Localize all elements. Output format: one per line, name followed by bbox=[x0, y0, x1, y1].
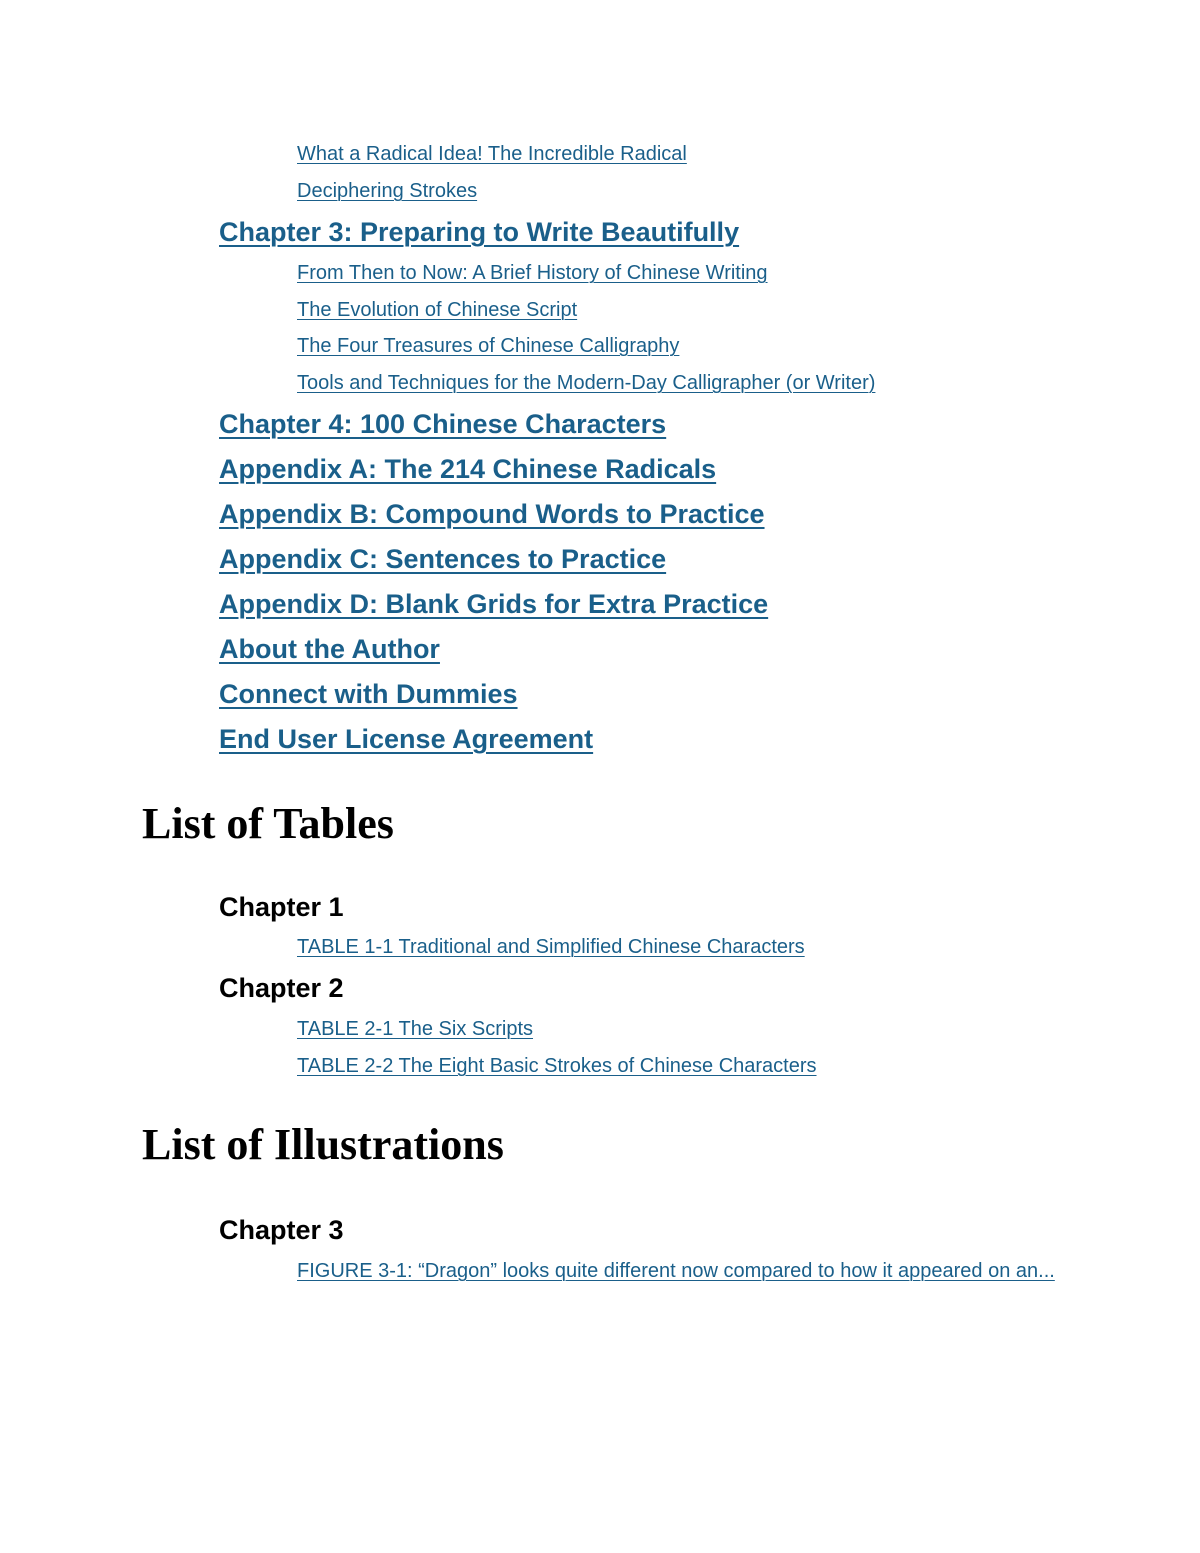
table-link-1-1[interactable]: TABLE 1-1 Traditional and Simplified Chinese Characters bbox=[297, 936, 805, 958]
list-of-illustrations-heading: List of Illustrations bbox=[142, 1120, 504, 1169]
tables-chapter-2-heading: Chapter 2 bbox=[219, 973, 344, 1003]
toc-link-appendix-c[interactable]: Appendix C: Sentences to Practice bbox=[219, 544, 667, 574]
toc-link-connect-with-dummies[interactable]: Connect with Dummies bbox=[219, 679, 518, 709]
toc-link-chapter-3[interactable]: Chapter 3: Preparing to Write Beautifully bbox=[219, 217, 740, 247]
toc-link-four-treasures[interactable]: The Four Treasures of Chinese Calligraphy bbox=[297, 335, 680, 357]
tables-chapter-1-heading: Chapter 1 bbox=[219, 892, 344, 922]
toc-link-appendix-a[interactable]: Appendix A: The 214 Chinese Radicals bbox=[219, 454, 717, 484]
table-link-2-1[interactable]: TABLE 2-1 The Six Scripts bbox=[297, 1018, 534, 1040]
toc-link-about-the-author[interactable]: About the Author bbox=[219, 634, 440, 664]
toc-link-eula[interactable]: End User License Agreement bbox=[219, 724, 594, 754]
toc-link-radical-idea[interactable]: What a Radical Idea! The Incredible Radical bbox=[297, 143, 687, 165]
figure-link-3-1[interactable]: FIGURE 3-1: “Dragon” looks quite different now compared to how it appeared on an... bbox=[297, 1260, 1055, 1282]
toc-link-evolution-of-script[interactable]: The Evolution of Chinese Script bbox=[297, 299, 578, 321]
toc-link-tools-and-techniques[interactable]: Tools and Techniques for the Modern-Day Calligrapher (or Writer) bbox=[297, 372, 876, 394]
toc-link-appendix-b[interactable]: Appendix B: Compound Words to Practice bbox=[219, 499, 765, 529]
list-of-tables-heading: List of Tables bbox=[142, 799, 394, 848]
toc-link-chapter-4[interactable]: Chapter 4: 100 Chinese Characters bbox=[219, 409, 667, 439]
toc-link-deciphering-strokes[interactable]: Deciphering Strokes bbox=[297, 180, 478, 202]
toc-link-history-of-writing[interactable]: From Then to Now: A Brief History of Chinese Writing bbox=[297, 262, 768, 284]
toc-link-appendix-d[interactable]: Appendix D: Blank Grids for Extra Practice bbox=[219, 589, 769, 619]
table-link-2-2[interactable]: TABLE 2-2 The Eight Basic Strokes of Chinese Characters bbox=[297, 1055, 817, 1077]
illustrations-chapter-3-heading: Chapter 3 bbox=[219, 1215, 344, 1245]
